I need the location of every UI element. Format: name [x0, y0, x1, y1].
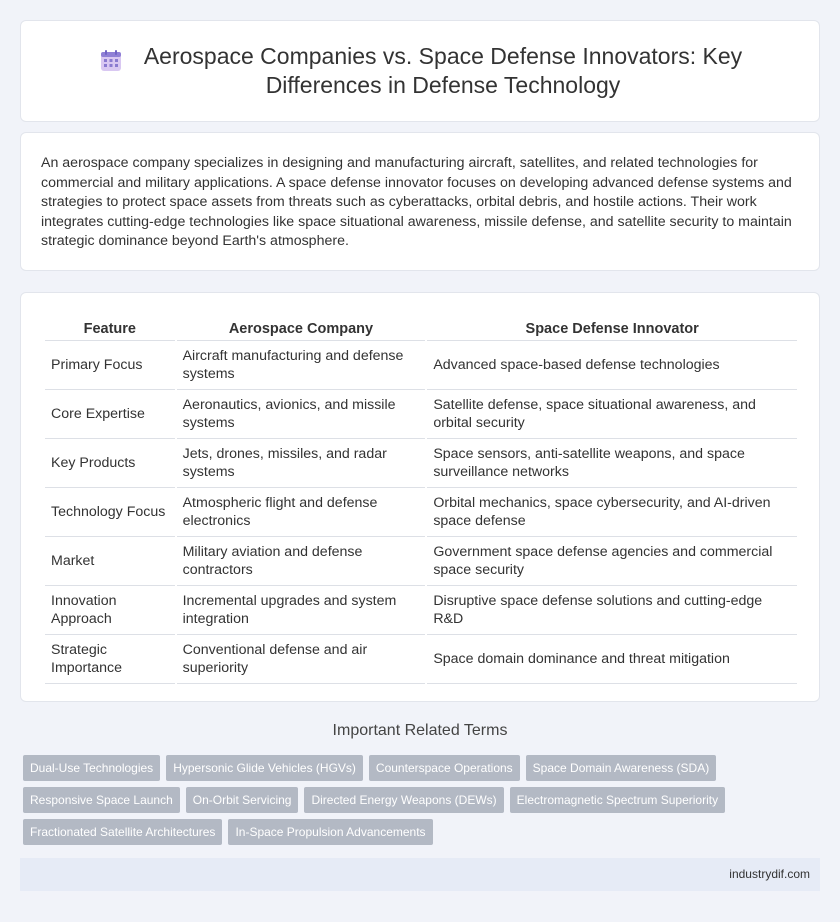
row-aerospace: Conventional defense and air superiority: [177, 635, 426, 684]
page-title-line-1: Aerospace Companies vs. Space Defense Innovators: Key: [143, 43, 743, 69]
row-space-defense: Advanced space-based defense technologies: [427, 341, 797, 390]
term-tag[interactable]: Counterspace Operations: [369, 755, 520, 781]
intro-card: [20, 132, 820, 271]
row-space-defense: Space sensors, anti-satellite weapons, and space surveillance networks: [427, 439, 797, 488]
title-card: [20, 20, 820, 122]
row-space-defense: Space domain dominance and threat mitigation: [427, 635, 797, 684]
row-feature: Innovation Approach: [45, 586, 175, 635]
term-tag[interactable]: Hypersonic Glide Vehicles (HGVs): [166, 755, 363, 781]
header-space-defense-innovator: Space Defense Innovator: [427, 313, 797, 341]
term-tag[interactable]: Space Domain Awareness (SDA): [526, 755, 717, 781]
header-feature: Feature: [45, 313, 175, 341]
term-tag[interactable]: On-Orbit Servicing: [186, 787, 299, 813]
comparison-table: [43, 313, 799, 684]
term-tag[interactable]: Electromagnetic Spectrum Superiority: [510, 787, 725, 813]
header-aerospace-company: Aerospace Company: [177, 313, 426, 341]
row-aerospace: Atmospheric flight and defense electronics: [177, 488, 426, 537]
footer-site-link[interactable]: industrydif.com: [729, 867, 810, 881]
row-space-defense: Government space defense agencies and commercial space security: [427, 537, 797, 586]
table-row: [45, 439, 797, 488]
comparison-card: [20, 292, 820, 702]
row-space-defense: Orbital mechanics, space cybersecurity, and AI-driven space defense: [427, 488, 797, 537]
row-feature: Primary Focus: [45, 341, 175, 390]
related-terms-list: [23, 755, 823, 851]
title-wrap: [70, 42, 770, 100]
table-row: [45, 341, 797, 390]
row-aerospace: Military aviation and defense contractors: [177, 537, 426, 586]
page-title: [144, 42, 742, 100]
row-space-defense: Disruptive space defense solutions and cutting-edge R&D: [427, 586, 797, 635]
table-header-row: [45, 313, 797, 341]
table-row: [45, 586, 797, 635]
row-feature: Market: [45, 537, 175, 586]
row-aerospace: Aircraft manufacturing and defense systems: [177, 341, 426, 390]
related-terms-title: Important Related Terms: [332, 722, 508, 739]
table-row: [45, 390, 797, 439]
row-feature: Core Expertise: [45, 390, 175, 439]
row-feature: Strategic Importance: [45, 635, 175, 684]
table-row: [45, 537, 797, 586]
footer: [20, 858, 820, 891]
term-tag[interactable]: Dual-Use Technologies: [23, 755, 160, 781]
row-aerospace: Jets, drones, missiles, and radar systems: [177, 439, 426, 488]
intro-paragraph: An aerospace company specializes in designing and manufacturing aircraft, satellites, and related technologies for commercial and military applications. A space defense innovator focuses on developing advanced defense systems and strategies to protect space assets from threats such as cyberattacks, orbital debris, and hostile actions. Their work integrates cutting-edge technologies like space situational awareness, missile defense, and satellite security to maintain strategic dominance beyond Earth's atmosphere.: [41, 155, 792, 250]
row-aerospace: Aeronautics, avionics, and missile systems: [177, 390, 426, 439]
row-space-defense: Satellite defense, space situational awareness, and orbital security: [427, 390, 797, 439]
calendar-grid-icon: [98, 48, 124, 74]
row-feature: Key Products: [45, 439, 175, 488]
row-aerospace: Incremental upgrades and system integration: [177, 586, 426, 635]
table-row: [45, 488, 797, 537]
table-row: [45, 635, 797, 684]
page-title-line-2: Differences in Defense Technology: [265, 72, 621, 98]
term-tag[interactable]: In-Space Propulsion Advancements: [228, 819, 432, 845]
row-feature: Technology Focus: [45, 488, 175, 537]
term-tag[interactable]: Directed Energy Weapons (DEWs): [304, 787, 503, 813]
term-tag[interactable]: Responsive Space Launch: [23, 787, 180, 813]
term-tag[interactable]: Fractionated Satellite Architectures: [23, 819, 222, 845]
